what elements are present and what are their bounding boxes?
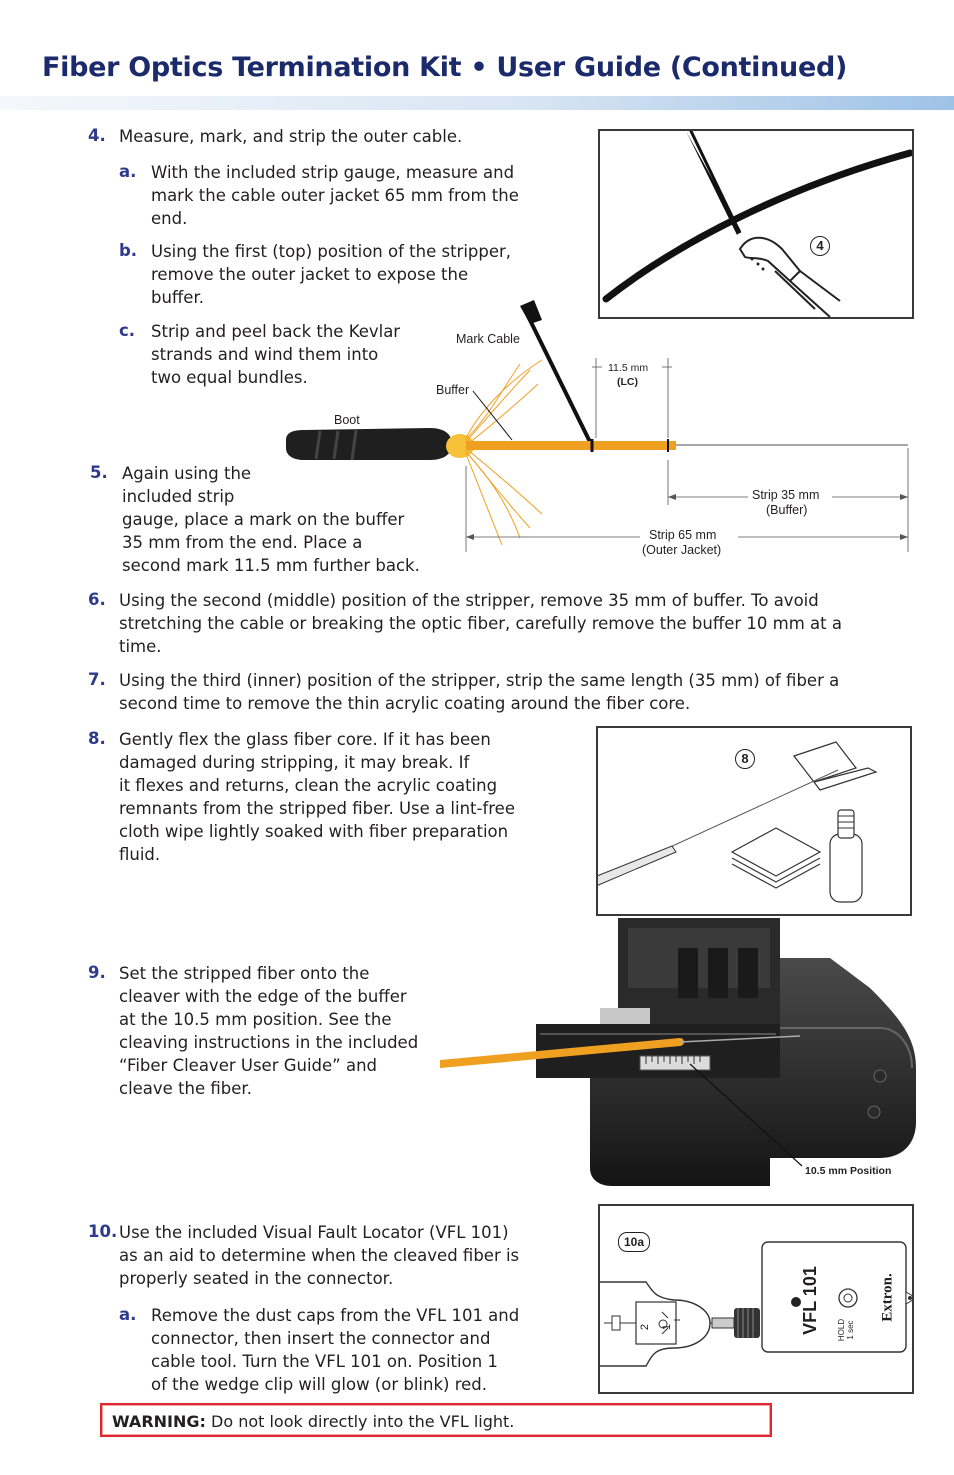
clip-position-1: 1 bbox=[661, 1323, 674, 1331]
figure-10a-vfl bbox=[598, 1204, 914, 1394]
step-4c-text: Strip and peel back the Kevlar strands and wind them into two equal bundles. bbox=[151, 322, 401, 387]
step-10-number: 10. bbox=[88, 1222, 118, 1241]
label-strip-65-jacket: (Outer Jacket) bbox=[642, 543, 722, 557]
label-strip-65-mm: Strip 65 mm bbox=[649, 528, 717, 542]
vfl-label: VFL 101 bbox=[799, 1265, 820, 1335]
warning-text bbox=[112, 1412, 514, 1431]
page-title: Fiber Optics Termination Kit • User Guide (Continued) bbox=[42, 52, 848, 83]
step-4-number: 4. bbox=[88, 126, 106, 145]
label-strip-35-mm: Strip 35 mm bbox=[752, 488, 820, 502]
cleaver-illustration bbox=[440, 918, 920, 1188]
figure-8-callout: 8 bbox=[735, 749, 755, 769]
step-10a-text: Remove the dust caps from the VFL 101 and connector, then insert the connector and cable tool. Turn the VFL 101 on. Position 1 of the wedge clip will glow (or blink) red. bbox=[151, 1306, 520, 1394]
figure-8-cleaning bbox=[596, 726, 912, 916]
step-10a-label: a. bbox=[119, 1305, 137, 1324]
step-4b-text: Using the first (top) position of the stripper, remove the outer jacket to expose the buffer. bbox=[151, 242, 512, 307]
warning-label: WARNING: bbox=[112, 1412, 206, 1431]
step-9-number: 9. bbox=[88, 963, 106, 982]
hold-label: HOLD 1 sec bbox=[837, 1318, 855, 1342]
step-8-number: 8. bbox=[88, 729, 106, 748]
label-mark-cable: Mark Cable bbox=[456, 332, 520, 346]
label-buffer: Buffer bbox=[436, 383, 470, 397]
figure-4-stripper bbox=[598, 129, 914, 319]
step-8-text: Gently flex the glass fiber core. If it has been damaged during stripping, it may break. If it flexes and returns, clean the acrylic coating remnants from the stripped fiber. Use a lint-free cloth wipe lightly soaked with fiber preparation fluid. bbox=[119, 730, 515, 864]
warning-box bbox=[100, 1403, 772, 1437]
cleaver-photo bbox=[440, 918, 920, 1188]
figure-10a-callout: 10a bbox=[618, 1232, 650, 1252]
step-4a-text: With the included strip gauge, measure and mark the cable outer jacket 65 mm from the end. bbox=[151, 163, 519, 228]
step-4b-label: b. bbox=[119, 241, 138, 260]
step-4a-label: a. bbox=[119, 162, 137, 181]
figure-4-callout: 4 bbox=[810, 236, 830, 256]
step-6-text: Using the second (middle) position of the stripper, remove 35 mm of buffer. To avoid stretching the cable or breaking the optic fiber, carefully remove the buffer 10 mm at a time. bbox=[119, 591, 842, 656]
label-boot: Boot bbox=[334, 413, 360, 427]
label-lc: (LC) bbox=[617, 376, 638, 388]
warning-message: Do not look directly into the VFL light. bbox=[211, 1412, 515, 1431]
title-bar bbox=[0, 96, 954, 110]
step-5-text: Again using the included strip gauge, place a mark on the buffer 35 mm from the end. Place a second mark 11.5 mm further back. bbox=[122, 464, 420, 575]
step-7-text: Using the third (inner) position of the stripper, strip the same length (35 mm) of fiber a second time to remove the thin acrylic coating around the fiber core. bbox=[119, 671, 840, 713]
step-4-text: Measure, mark, and strip the outer cable. bbox=[119, 127, 463, 146]
step-9-text: Set the stripped fiber onto the cleaver with the edge of the buffer at the 10.5 mm position. See the cleaving instructions in the included “Fiber Cleaver User Guide” and cleave the fiber. bbox=[119, 964, 419, 1098]
step-10-text: Use the included Visual Fault Locator (VFL 101) as an aid to determine when the cleaved fiber is properly seated in the connector. bbox=[119, 1223, 520, 1288]
label-10-5-mm-position: 10.5 mm Position bbox=[805, 1165, 892, 1177]
label-strip-35-buffer: (Buffer) bbox=[766, 503, 808, 517]
clip-position-2: 2 bbox=[639, 1323, 652, 1331]
stripper-illustration bbox=[600, 131, 912, 317]
step-7-number: 7. bbox=[88, 670, 106, 689]
brand-logo: Extron. bbox=[879, 1272, 896, 1322]
step-5-number: 5. bbox=[90, 463, 108, 482]
label-11-5-mm: 11.5 mm bbox=[608, 362, 649, 374]
brand-wrap bbox=[858, 1272, 918, 1322]
step-6-number: 6. bbox=[88, 590, 106, 609]
step-4c-label: c. bbox=[119, 321, 136, 340]
